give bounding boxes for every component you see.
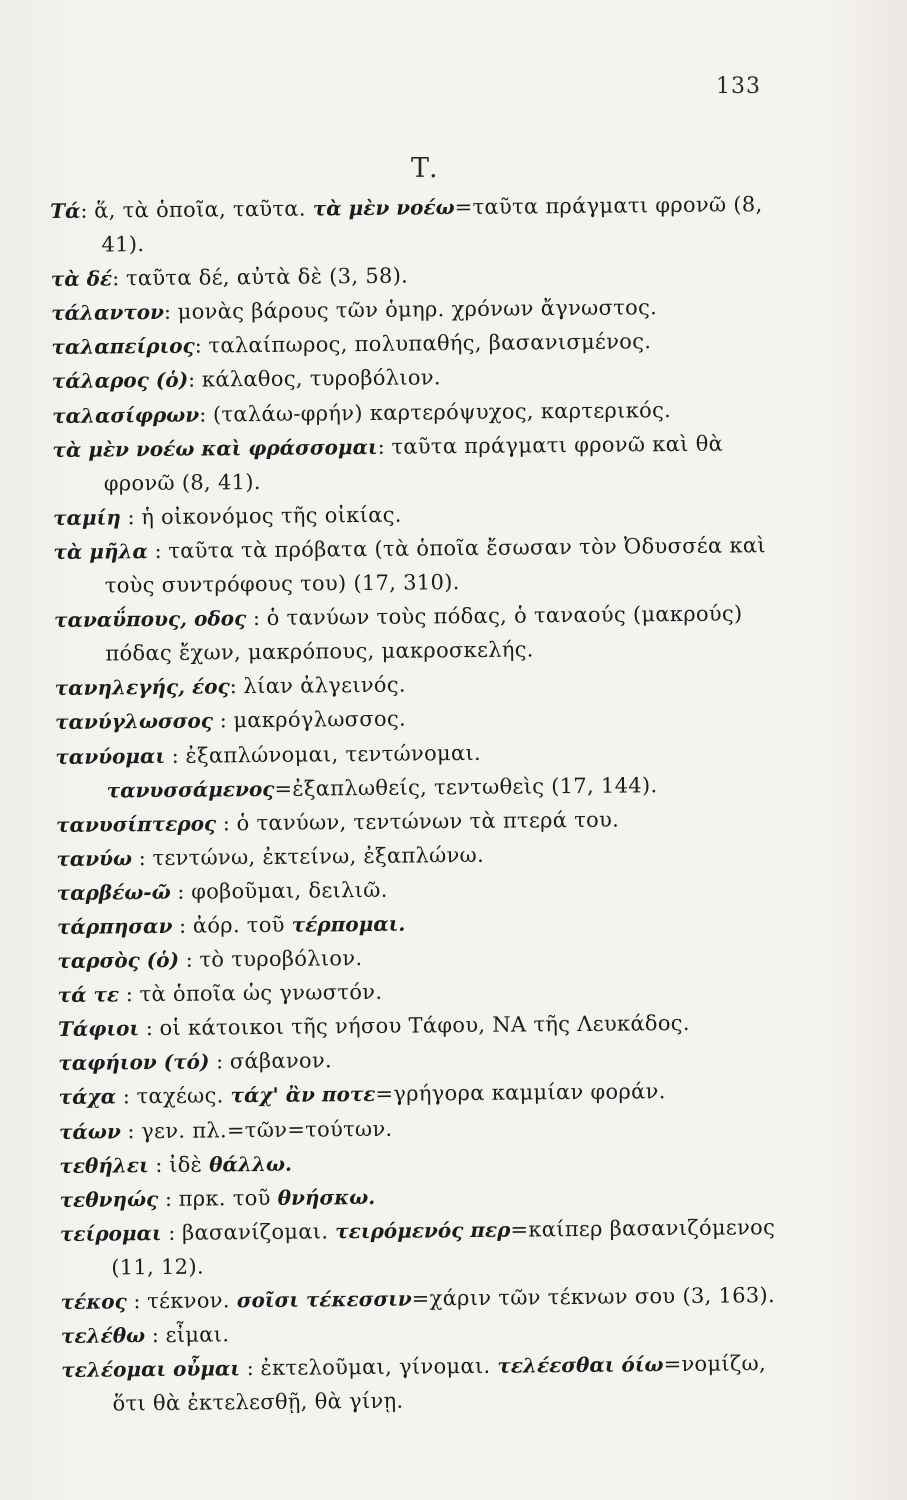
entry-headword: ταναΰπους, οδος — [53, 606, 247, 633]
entry-headword: τανύομαι — [55, 743, 166, 769]
entry-headword: τὰ μῆλα — [53, 539, 148, 564]
entry-phrase: τέρπομαι. — [291, 911, 406, 937]
entry-definition: βασανίζομαι. — [181, 1219, 336, 1245]
entry-definition: ἐξαπλώνομαι, τεντώνομαι. — [185, 740, 482, 768]
entry-phrase-meaning: =ἐξαπλωθείς, τεντωθεὶς (17, 144). — [274, 772, 658, 801]
entry-headword: τανύω — [56, 846, 133, 871]
entry-separator: : — [120, 504, 142, 530]
entry-separator: : — [216, 810, 237, 836]
glossary-entry — [54, 596, 797, 671]
entry-separator: : — [170, 879, 192, 904]
glossary-entry — [60, 1210, 803, 1285]
entry-separator: : — [115, 1084, 137, 1109]
entry-headword: τανύγλωσσος — [54, 708, 214, 735]
entry-definition: ὁ τανύων τοὺς πόδας, ὁ ταναούς (μακρούς) πόδας ἔχων, μακρόπους, μακροσκελής. — [105, 601, 743, 666]
entry-definition: φοβοῦμαι, δειλιῶ. — [191, 877, 388, 904]
entry-headword: ταλαπείριος — [51, 333, 195, 360]
entry-headword: Τά — [50, 198, 81, 223]
entry-headword: ταμίη — [52, 505, 121, 530]
entry-definition: μονὰς βάρους τῶν ὁμηρ. χρόνων ἄγνωστος. — [177, 295, 658, 325]
entry-phrase: τὰ μὲν νοέω — [312, 195, 455, 221]
entry-separator: : — [158, 1186, 179, 1211]
entry-headword: τείρομαι — [59, 1220, 162, 1246]
entry-phrase-meaning: =καίπερ βασανιζόμενος (11, 12). — [111, 1214, 776, 1280]
entry-definition: ἰδὲ — [169, 1152, 210, 1177]
entry-phrase: θνήσκω. — [277, 1184, 376, 1210]
entry-headword: τανυσίπτερος — [55, 811, 217, 837]
entry-phrase: τελέεσθαι όίω — [497, 1352, 664, 1378]
entry-definition: ἡ οἰκονόμος τῆς οἰκίας. — [141, 502, 402, 529]
entry-separator: : — [199, 402, 214, 427]
entry-separator: : — [212, 708, 234, 733]
entry-separator: : — [120, 1118, 142, 1143]
entry-headword: ταφήιον (τό) — [58, 1049, 210, 1076]
entry-headword: τελέθω — [60, 1323, 146, 1349]
entry-separator: : — [163, 300, 178, 325]
entry-definition: λίαν ἀλγεινός. — [243, 672, 406, 699]
entry-headword: ταρβέω-ῶ — [56, 879, 171, 905]
entry-separator: : — [172, 913, 193, 938]
entry-headword: τὰ δέ — [50, 266, 113, 292]
entry-headword: τελέομαι οὖμαι — [61, 1356, 241, 1383]
entry-headword: τάλαρος (ὁ) — [51, 368, 189, 394]
glossary-entry — [50, 187, 793, 262]
entry-separator: : — [138, 1016, 160, 1041]
entry-headword: τά τε — [57, 982, 120, 1008]
entry-definition: ὁ τανύων, τεντώνων τὰ πτερά του. — [236, 807, 620, 835]
page-number: 133 — [716, 74, 761, 99]
entry-phrase: τειρόμενός περ — [335, 1217, 511, 1244]
entry-headword: τάρπησαν — [56, 913, 173, 939]
entry-definition: τὸ τυροβόλιον. — [199, 946, 363, 972]
entry-separator: : — [147, 538, 169, 564]
section-letter: Τ. — [411, 153, 438, 184]
entry-separator: : — [112, 266, 127, 291]
glossary-entry — [60, 1278, 802, 1319]
entry-headword: τανηλεγής, έος — [54, 674, 230, 701]
entry-definition: ἅ, τὰ ὁποῖα, ταῦτα. — [94, 196, 313, 223]
entry-definition: ἀόρ. τοῦ — [192, 912, 292, 938]
entry-headword: τάχα — [58, 1084, 117, 1110]
entry-phrase: τάχ' ἂν ποτε — [230, 1082, 376, 1108]
entry-separator: : — [246, 606, 267, 631]
entry-definition: εἶμαι. — [165, 1322, 230, 1348]
entry-definition: πρκ. τοῦ — [178, 1185, 278, 1211]
entry-separator: : — [131, 845, 153, 871]
entry-definition: τεντώνω, ἐκτείνω, ἐξαπλώνω. — [152, 842, 485, 870]
entry-phrase: τανυσσάμενος — [106, 776, 275, 803]
glossary-entry — [52, 426, 795, 501]
glossary-entry — [55, 732, 798, 807]
entry-separator: : — [209, 1049, 230, 1074]
entry-phrase-meaning: =γρήγορα καμμίαν φοράν. — [375, 1079, 666, 1107]
entry-phrase: σοῖσι τέκεσσιν — [236, 1286, 412, 1313]
entry-headword: τάλαντον — [51, 300, 165, 326]
entry-phrase-meaning: =χάριν τῶν τέκνων σου (3, 163). — [411, 1283, 776, 1311]
entry-separator: : — [377, 434, 392, 459]
entry-phrase: θάλλω. — [209, 1151, 293, 1177]
entry-definition: γεν. πλ.=τῶν=τούτων. — [141, 1116, 393, 1143]
entry-headword: τεθήλει — [59, 1152, 149, 1178]
entry-separator: : — [80, 198, 95, 223]
entry-definition: ταῦτα δέ, αὐτὰ δὲ (3, 58). — [125, 263, 409, 291]
entry-definition: ταχέως. — [136, 1083, 231, 1109]
entry-phrase-meaning: =νομίζω, ὅτι θὰ ἐκτελεσθῇ, θὰ γίνῃ. — [112, 1351, 767, 1416]
glossary-entries — [50, 187, 804, 1421]
entry-definition: τὰ ὁποῖα ὡς γνωστόν. — [139, 980, 383, 1007]
glossary-entry — [53, 528, 796, 603]
entry-separator: : — [161, 1220, 183, 1245]
entry-separator: : — [119, 982, 140, 1007]
entry-separator: : — [148, 1152, 170, 1177]
entry-definition: οἱ κάτοικοι τῆς νήσου Τάφου, ΝΑ τῆς Λευκάδος. — [159, 1011, 690, 1041]
entry-headword: ταρσὸς (ὁ) — [57, 947, 180, 974]
entry-headword: τεθνηώς — [59, 1186, 159, 1212]
entry-definition: μακρόγλωσσος. — [233, 707, 407, 733]
entry-separator: : — [164, 743, 186, 768]
entry-definition: ἐκτελοῦμαι, γίνομαι. — [260, 1353, 498, 1381]
entry-headword: Τάφιοι — [57, 1016, 140, 1042]
entry-headword: τάων — [58, 1118, 121, 1144]
entry-definition: κάλαθος, τυροβόλιον. — [201, 365, 441, 393]
entry-headword: τέκος — [60, 1289, 127, 1314]
entry-definition: (ταλάω-φρήν) καρτερόψυχος, καρτερικός. — [212, 397, 672, 427]
entry-headword: τὰ μὲν νοέω καὶ φράσσομαι — [52, 434, 378, 462]
glossary-entry — [61, 1346, 804, 1421]
entry-definition: σάβανον. — [229, 1048, 333, 1074]
entry-headword: ταλασίφρων — [52, 402, 200, 428]
entry-separator: : — [239, 1356, 261, 1381]
entry-separator: : — [187, 368, 202, 393]
entry-separator: : — [126, 1289, 148, 1314]
entry-separator: : — [178, 947, 200, 972]
entry-separator: : — [194, 333, 209, 358]
entry-phrase-meaning: =ταῦτα πράγματι φρονῶ (8, 41). — [101, 192, 763, 257]
entry-separator: : — [229, 674, 244, 699]
entry-definition: ταλαίπωρος, πολυπαθής, βασανισμένος. — [208, 329, 652, 358]
entry-separator: : — [145, 1323, 166, 1348]
entry-definition: τέκνον. — [147, 1288, 237, 1314]
entry-definition: ταῦτα τὰ πρόβατα (τὰ ὁποῖα ἔσωσαν τὸν Ὀδυσσέα καὶ τοὺς συντρόφους του) (17, 310). — [104, 533, 766, 598]
entry-definition: ταῦτα πράγματι φρονῶ καὶ θὰ φρονῶ (8, 41). — [103, 431, 724, 496]
